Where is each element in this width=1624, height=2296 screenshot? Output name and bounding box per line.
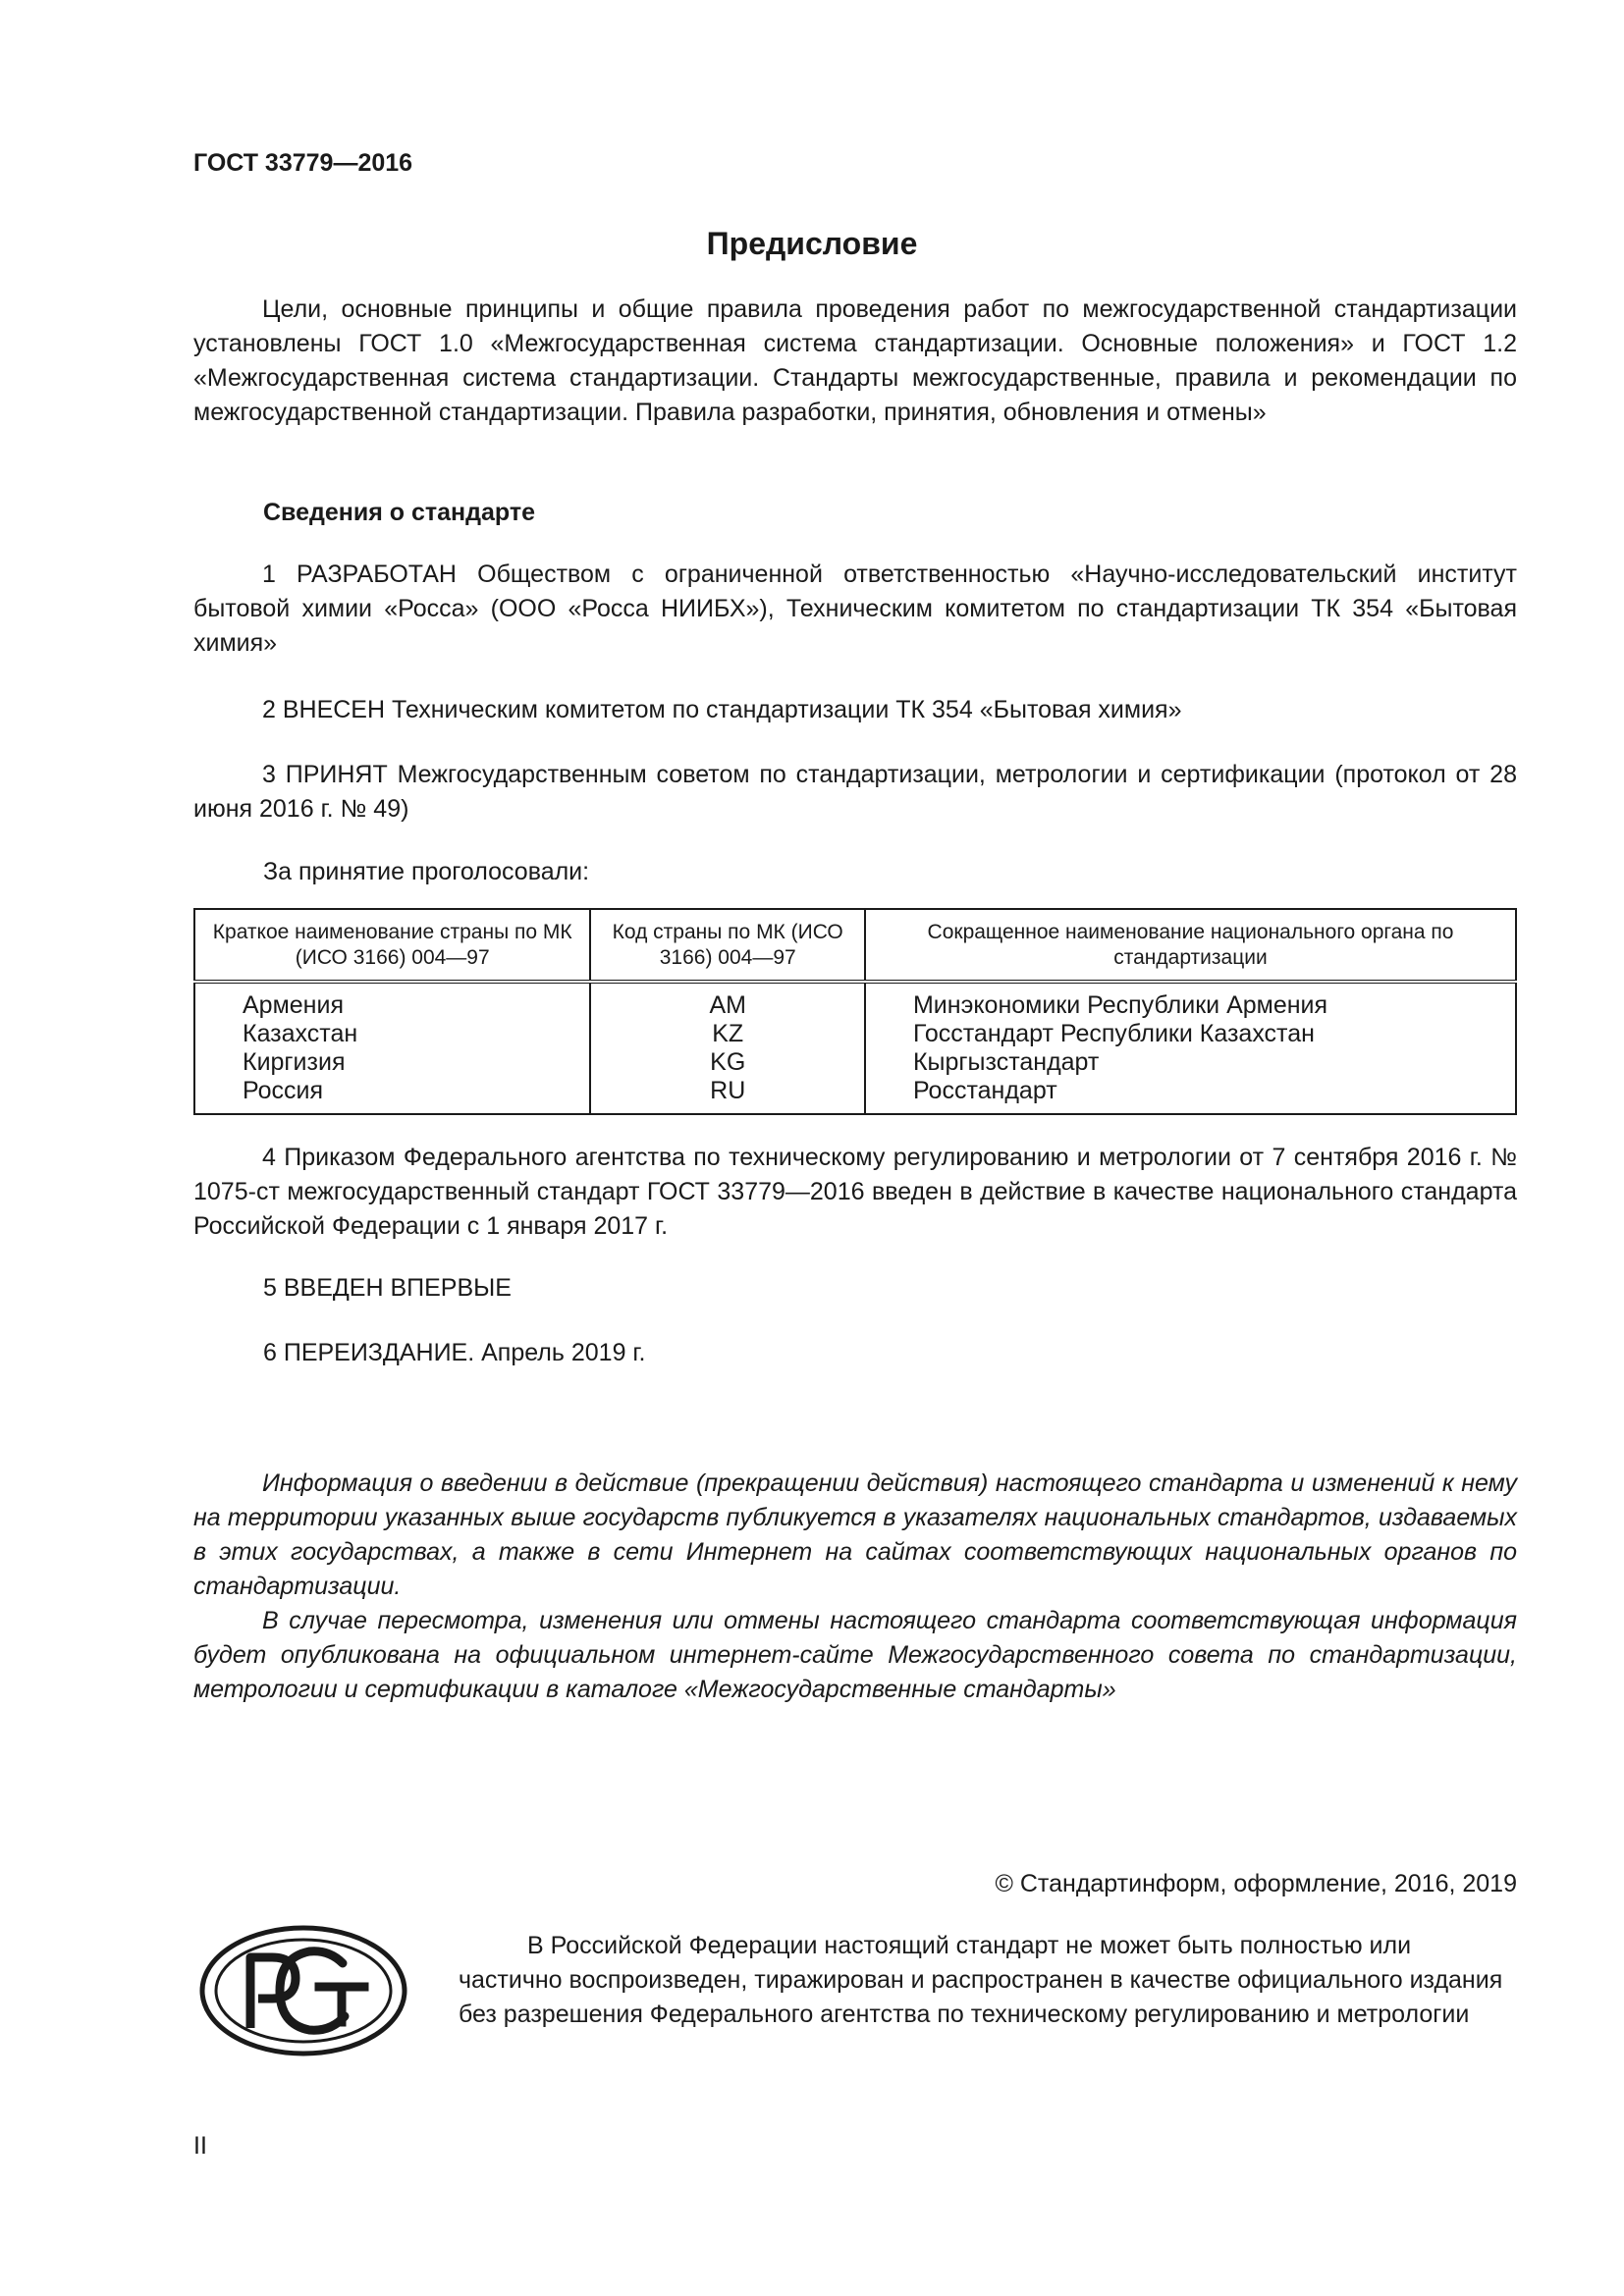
country-code-cell: RU [590, 1077, 865, 1114]
standards-body-cell: Минэкономики Республики Армения [865, 982, 1516, 1020]
item-1-paragraph [193, 558, 1517, 661]
item-3-paragraph [193, 758, 1517, 827]
table-row [194, 1048, 1516, 1077]
header-standards-body: Сокращенное наименование национального органа по стандартизации [865, 909, 1516, 982]
vote-intro: За принятие проголосовали: [263, 858, 590, 885]
page-title: Предисловие [706, 226, 918, 261]
table-row [194, 1020, 1516, 1048]
table-header-row [194, 909, 1516, 982]
country-name-cell: Россия [194, 1077, 590, 1114]
item-5-text: 5 ВВЕДЕН ВПЕРВЫЕ [263, 1274, 512, 1302]
item-4-paragraph [193, 1141, 1517, 1244]
intro-paragraph [193, 293, 1517, 430]
voting-countries-table [193, 908, 1517, 1115]
item-3-text: 3 ПРИНЯТ Межгосударственным советом по стандартизации, метрологии и сертификации (протокол от 28 июня 2016 г. № 49) [193, 761, 1517, 823]
item-2-paragraph [193, 693, 1517, 727]
table-row [194, 982, 1516, 1020]
country-name-cell: Казахстан [194, 1020, 590, 1048]
standards-body-cell: Кыргызстандарт [865, 1048, 1516, 1077]
table-row [194, 1077, 1516, 1114]
standards-body-cell: Госстандарт Республики Казахстан [865, 1020, 1516, 1048]
standard-code: ГОСТ 33779—2016 [193, 149, 413, 177]
info-2-text: В случае пересмотра, изменения или отмены настоящего стандарта соответствующая информация будет опубликована на официальном интернет-сайте Межгосударственного совета по стандартизации, метрологии и сертификации в каталоге «Межгосударственные стандарты» [193, 1607, 1517, 1703]
section-subheading: Сведения о стандарте [263, 499, 536, 526]
item-6-text: 6 ПЕРЕИЗДАНИЕ. Апрель 2019 г. [263, 1339, 646, 1366]
rights-notice [459, 1929, 1517, 2032]
country-code-cell: KZ [590, 1020, 865, 1048]
info-1-text: Информация о введении в действие (прекращении действия) настоящего стандарта и изменений к нему на территории указанных выше государств публикуется в указателях национальных стандартов, издаваемых в этих государствах, а также в сети Интернет на сайтах соответствующих национальных органов по стандартизации. [193, 1469, 1517, 1600]
country-name-cell: Армения [194, 982, 590, 1020]
rights-text: В Российской Федерации настоящий стандарт не может быть полностью или частично воспроизведен, тиражирован и распространен в качестве официального издания без разрешения Федерального агентства по техническому регулированию и метрологии [459, 1932, 1503, 2028]
page-number: II [193, 2132, 207, 2160]
copyright-notice: © Стандартинформ, оформление, 2016, 2019 [995, 1870, 1517, 1897]
country-code-cell: AM [590, 982, 865, 1020]
info-paragraph-1 [193, 1467, 1517, 1604]
country-name-cell: Киргизия [194, 1048, 590, 1077]
item-4-text: 4 Приказом Федерального агентства по техническому регулированию и метрологии от 7 сентября 2016 г. № 1075-ст межгосударственный стандарт ГОСТ 33779—2016 введен в действие в качестве национального стандарта Российской Федерации с 1 января 2017 г. [193, 1144, 1517, 1240]
info-paragraph-2 [193, 1604, 1517, 1707]
header-country-code: Код страны по МК (ИСО 3166) 004—97 [590, 909, 865, 982]
intro-text: Цели, основные принципы и общие правила проведения работ по межгосударственной стандартизации установлены ГОСТ 1.0 «Межгосударственная система стандартизации. Основные положения» и ГОСТ 1.2 «Межгосударственная система стандартизации. Стандарты межгосударственные, правила и рекомендации по межгосударственной стандартизации. Правила разработки, принятия, обновления и отмены» [193, 295, 1517, 426]
country-code-cell: KG [590, 1048, 865, 1077]
item-2-text: 2 ВНЕСЕН Техническим комитетом по стандартизации ТК 354 «Бытовая химия» [262, 696, 1182, 723]
standards-body-cell: Росстандарт [865, 1077, 1516, 1114]
item-1-text: 1 РАЗРАБОТАН Обществом с ограниченной ответственностью «Научно-исследовательский институт бытовой химии «Росса» (ООО «Росса НИИБХ»), Техническим комитетом по стандартизации ТК 354 «Бытовая химия» [193, 561, 1517, 657]
header-country-name: Краткое наименование страны по МК (ИСО 3166) 004—97 [194, 909, 590, 982]
rst-certification-mark-icon [199, 1924, 407, 2057]
